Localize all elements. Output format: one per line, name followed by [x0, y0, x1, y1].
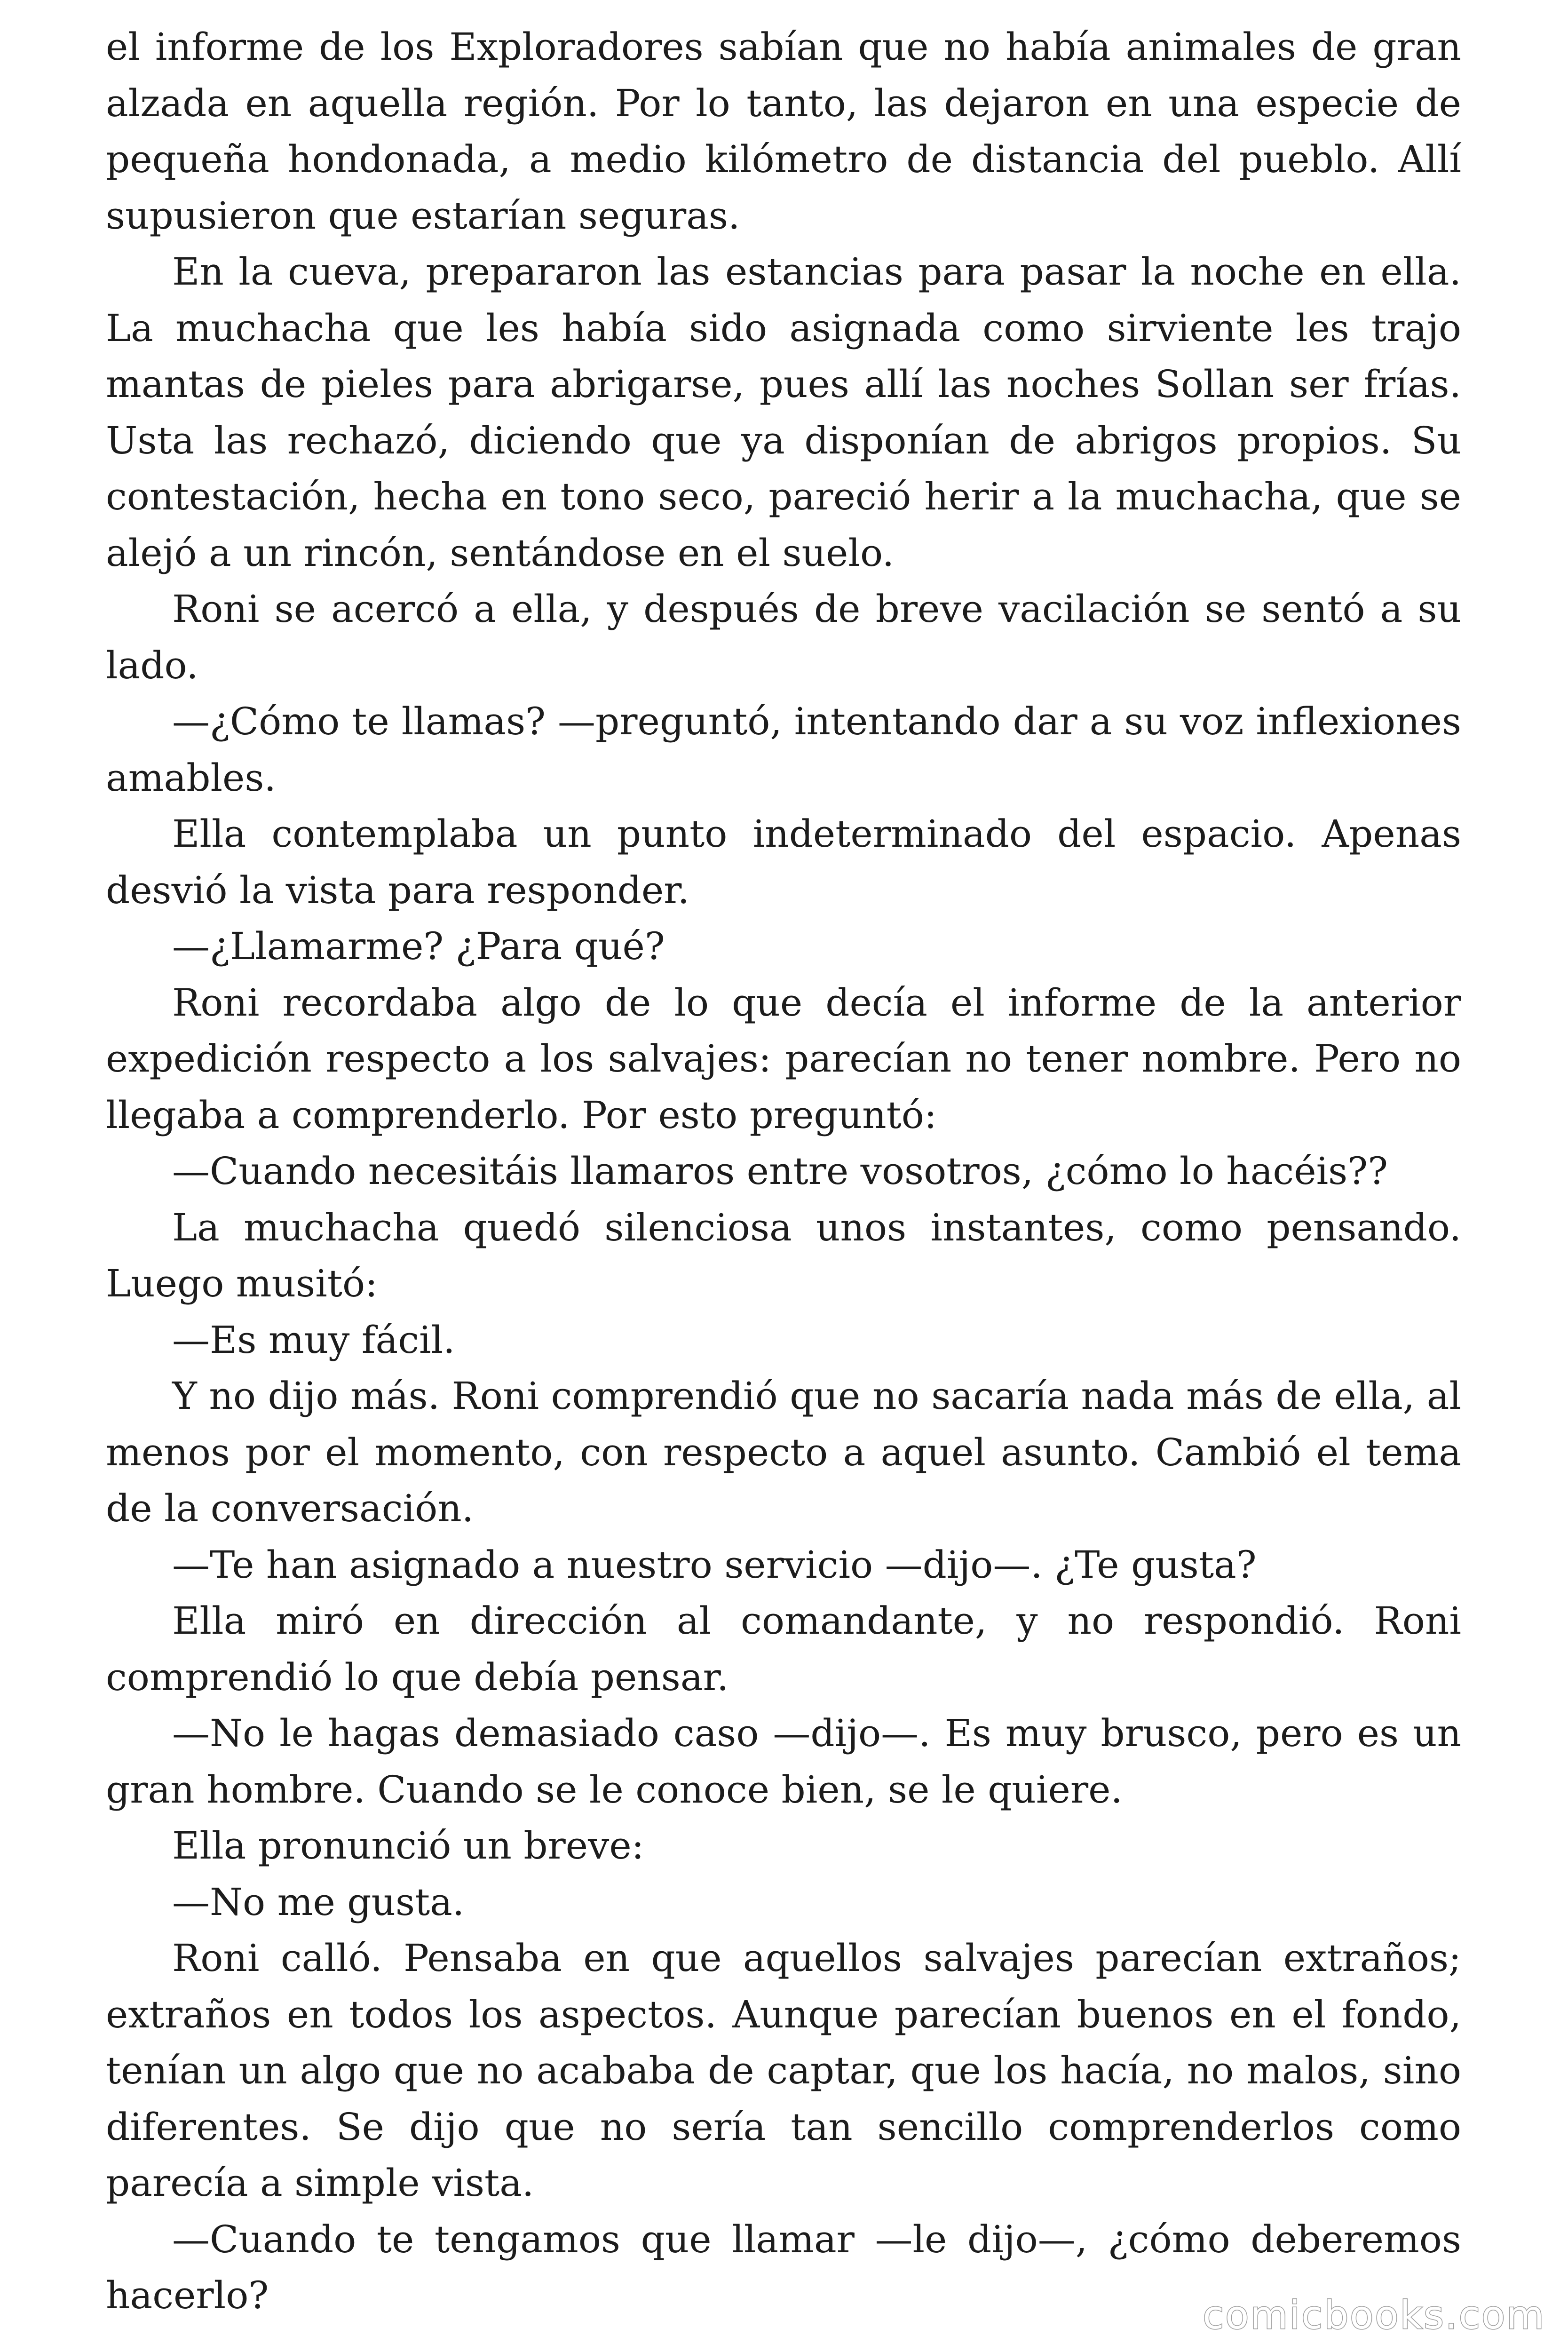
body-text — [106, 19, 1461, 2324]
paragraph: —Cuando necesitáis llamaros entre vosotros, ¿cómo lo hacéis?? — [172, 1149, 1388, 1193]
paragraph: —No me gusta. — [172, 1880, 465, 1924]
paragraph: La muchacha quedó silenciosa unos instantes, como pensando. Luego musitó: — [106, 1205, 1461, 1305]
paragraph: Ella pronunció un breve: — [172, 1824, 644, 1867]
paragraph: Roni recordaba algo de lo que decía el informe de la anterior expedición respecto a los salvajes: parecían no tener nombre. Pero no llegaba a comprenderlo. Por esto preguntó: — [106, 980, 1461, 1137]
paragraph: Ella contemplaba un punto indeterminado del espacio. Apenas desvió la vista para responder. — [106, 812, 1461, 912]
paragraph: Y no dijo más. Roni comprendió que no sacaría nada más de ella, al menos por el momento, con respecto a aquel asunto. Cambió el tema de la conversación. — [106, 1374, 1461, 1530]
paragraph: Roni se acercó a ella, y después de breve vacilación se sentó a su lado. — [106, 587, 1461, 687]
paragraph: Roni calló. Pensaba en que aquellos salvajes parecían extraños; extraños en todos los aspectos. Aunque parecían buenos en el fondo, tenían un algo que no acababa de captar, que los hacía, no malos, sino diferentes. Se dijo que no sería tan sencillo comprenderlos como parecía a simple vista. — [106, 1936, 1461, 2205]
paragraph: —Es muy fácil. — [172, 1318, 455, 1362]
paragraph: —¿Llamarme? ¿Para qué? — [172, 924, 665, 968]
paragraph: —Te han asignado a nuestro servicio —dijo—. ¿Te gusta? — [172, 1542, 1257, 1587]
paragraph: —No le hagas demasiado caso —dijo—. Es muy brusco, pero es un gran hombre. Cuando se le conoce bien, se le quiere. — [106, 1711, 1461, 1812]
paragraph: el informe de los Exploradores sabían que no había animales de gran alzada en aquella región. Por lo tanto, las dejaron en una especie de pequeña hondonada, a medio kilómetro de distancia del pueblo. Allí supusieron que estarían seguras. — [106, 25, 1461, 238]
watermark: comicbooks.com — [1203, 2293, 1545, 2338]
paragraph: —¿Cómo te llamas? —preguntó, intentando dar a su voz inflexiones amables. — [106, 699, 1461, 800]
paragraph: Ella miró en dirección al comandante, y no respondió. Roni comprendió lo que debía pensar. — [106, 1599, 1461, 1699]
paragraph: —Cuando te tengamos que llamar —le dijo—, ¿cómo deberemos hacerlo? — [106, 2217, 1461, 2317]
paragraph: En la cueva, prepararon las estancias para pasar la noche en ella. La muchacha que les había sido asignada como sirviente les trajo mantas de pieles para abrigarse, pues allí las noches Sollan ser frías. Usta las rechazó, diciendo que ya disponían de abrigos propios. Su contestación, hecha en tono seco, pareció herir a la muchacha, que se alejó a un rincón, sentándose en el suelo. — [106, 250, 1461, 575]
